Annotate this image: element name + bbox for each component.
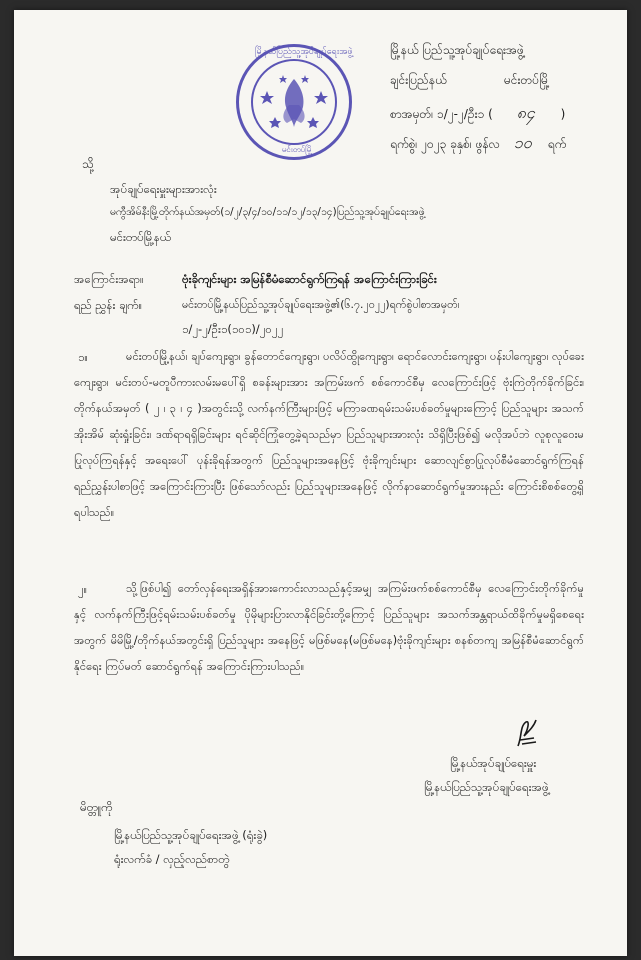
subject-label: အကြောင်းအရာ။ xyxy=(74,272,144,286)
paragraph-2-number: ၂။ xyxy=(78,582,88,596)
addressee-line2: မကွီအိမ်နီးမြို့တိုက်နယ်အမှတ်(၁/၂/၃/၄/၁၀/၁၁/၁၂/၁၃/၁၄)ပြည်သူ့အုပ်ချုပ်ရေးအဖွဲ့ xyxy=(110,206,425,218)
handwritten-signature xyxy=(514,716,540,750)
to-label: သို့ xyxy=(82,157,94,171)
seal-bottom-text: မင်းတပ်မြို့ xyxy=(281,145,313,154)
signatory-title: မြို့နယ်အုပ်ချုပ်ရေးမှူး xyxy=(450,756,537,770)
seal-inner-ring xyxy=(251,59,337,145)
copy-label: မိတ္တူကို xyxy=(80,800,113,814)
subject-text: ဗုံးခိုကျင်းများ အမြန်စီမံဆောင်ရွက်ကြရန် အကြောင်းကြားခြင်း xyxy=(182,272,437,286)
date-suffix: ရက် xyxy=(547,137,567,151)
copy-line2: ရုံးလက်ခံ / လှည့်လည်စာတွဲ xyxy=(114,852,230,866)
header-ref-line xyxy=(390,102,565,126)
signatory-org: မြို့နယ်ပြည်သူ့အုပ်ချုပ်ရေးအဖွဲ့ xyxy=(424,780,549,794)
seal-top-text: မြို့နယ်ပြည်သူ့အုပ်ချုပ်ရေးအဖွဲ့ xyxy=(255,47,353,57)
paragraph-1: မင်းတပ်မြို့နယ်၊ ချပ်ကျေးရွာ၊ ခွန်တောင်ကျေးရွာ၊ ပလိပ်ထွိုကျေးရွာ၊ ရောင်လောင်းကျေးရွာ၊ ပန်းပါကျေးရွာ၊ လုပ်ခေးကျေးရွာ၊ မင်းတပ်-မတူပီကားလမ်းမပေါ်ရှိ စခန်းများအား အကြမ်းဖက် စစ်ကောင်စီမှ လေကြောင်းဖြင့် ဗုံးကြဲတိုက်ခိုက်ခြင်း၊ တိုက်နယ်အမှတ် ( ၂ ၊ ၃ ၊ ၄ )အတွင်းသို့ လက်နက်ကြီးများဖြင့် မကြာခဏရမ်းသမ်းပစ်ခတ်မှုများကြောင့် ပြည်သူများ အသက်အိုးအိမ် ဆုံးရှုံးခြင်း၊ ဒဏ်ရာရရှိခြင်းများ ရင်ဆိုင်ကြုံတွေ့ခဲ့ရသည်မှာ ပြည်သူများအားလုံး သိရှိပြီးဖြစ်၍ မလိုအပ်ဘဲ လူစုလူဝေးမပြုလုပ်ကြရန်နှင့် အရေးပေါ် ပုန်းခိုရန်အတွက် ပြည်သူများအနေဖြင့် ဗုံးခိုကျင်းများ ဆောလျင်စွာပြုလုပ်စီမံဆောင်ရွက်ကြရန် ရည်ညွှန်းပါစာဖြင့် အကြောင်းကြားပြီး ဖြစ်သော်လည်း ပြည်သူများအနေဖြင့် လိုက်နာဆောင်ရွက်မှုအားနည်း ကြောင်းစိစစ်တွေ့ရှိ ရပါသည်။ xyxy=(74,350,584,519)
reference-text-2: ၁/၂-၂/ဦး၁(၁၀၁)/၂၀၂၂ xyxy=(182,322,284,336)
header-state: ချင်းပြည်နယ် xyxy=(390,73,447,87)
addressee-line3: မင်းတပ်မြို့နယ် xyxy=(110,230,172,244)
date-label: ရက်စွဲ၊ ၂၀၂၃ ခုနှစ်၊ ဖွန်လ xyxy=(390,137,500,151)
paragraph-1-number: ၁။ xyxy=(78,350,88,364)
official-seal xyxy=(236,44,352,160)
copy-line1: မြို့နယ်ပြည်သူ့အုပ်ချုပ်ရေးအဖွဲ့ (ရုံးခွဲ) xyxy=(114,828,268,842)
ref-label: စာအမှတ်၊ ၁/၂-၂/ဦး၁ ( xyxy=(390,107,493,121)
ref-handwritten: ၈၄ xyxy=(516,103,535,122)
addressee-line1: အုပ်ချုပ်ရေးမှူးများအားလုံး xyxy=(110,182,217,196)
paragraph-2: သို့ဖြစ်ပါ၍ တော်လှန်ရေးအရှိန်အားကောင်းလာသည်နှင့်အမျှ အကြမ်းဖက်စစ်ကောင်စီမှ လေကြောင်းတိုက်ခိုက်မှုနှင့် လက်နက်ကြီးဖြင့်ရမ်းသမ်းပစ်ခတ်မှု ပိုမိုများပြားလာနိုင်ခြင်းတို့ကြောင့် ပြည်သူများ အသက်အန္တရာယ်ထိခိုက်မှုမရှိစေရေးအတွက် မိမိမြို့/တိုက်နယ်အတွင်းရှိ ပြည်သူများ အနေဖြင့် မဖြစ်မနေ(မဖြစ်မနေ)ဗုံးခိုကျင်းများ စနစ်တကျ အမြန်စီမံဆောင်ရွက်နိုင်ရေး ကြပ်မတ် ဆောင်ရွက်ရန် အကြောင်းကြားပါသည်။ xyxy=(74,582,584,673)
document-page xyxy=(14,10,627,956)
header-town: မင်းတပ်မြို့ xyxy=(504,73,550,87)
date-handwritten: ၁၀ xyxy=(513,133,532,152)
seal-emblem-icon xyxy=(253,61,335,143)
reference-text: မင်းတပ်မြို့နယ်ပြည်သူ့အုပ်ချုပ်ရေးအဖွဲ့၏(၆.၇.၂၀၂၂)ရက်စွဲပါစာအမှတ်၊ xyxy=(182,298,460,311)
reference-label: ရည် ညွှန်း ချက်။ xyxy=(74,298,143,312)
header-date-line xyxy=(390,132,566,156)
ref-close: ) xyxy=(560,107,566,121)
header-office: မြို့နယ် ပြည်သူ့အုပ်ချုပ်ရေးအဖွဲ့ xyxy=(390,43,524,57)
